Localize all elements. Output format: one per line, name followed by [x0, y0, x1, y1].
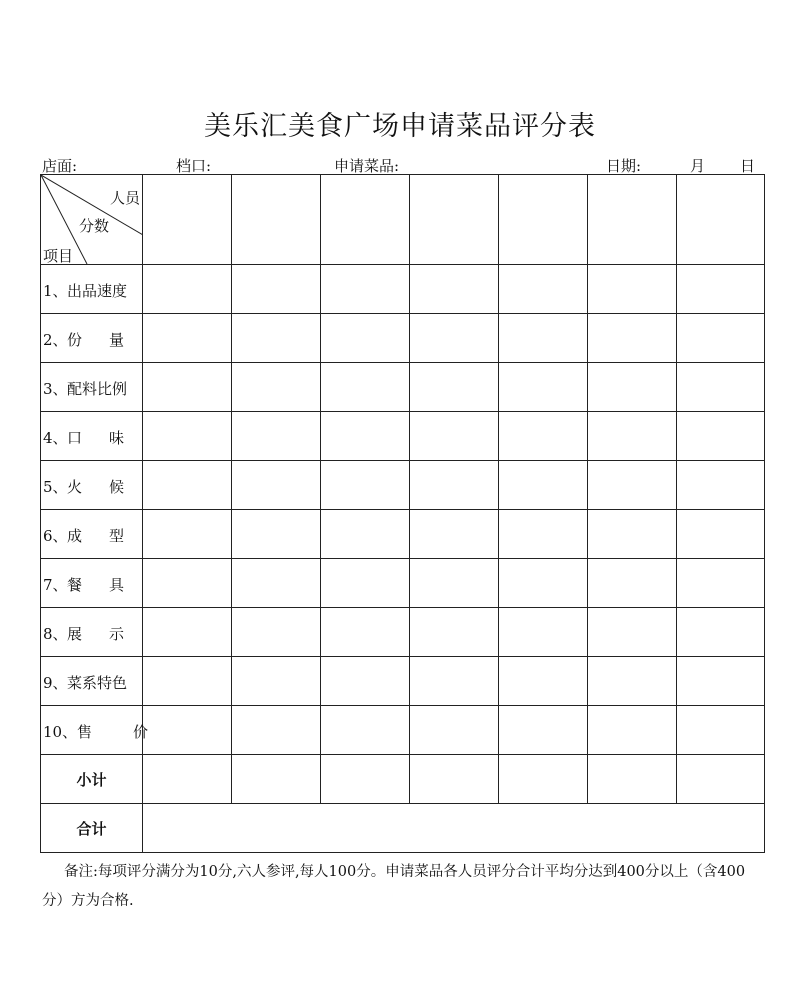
score-cell[interactable]	[143, 461, 232, 510]
judge-column-7[interactable]	[677, 175, 765, 265]
score-cell[interactable]	[232, 265, 321, 314]
corner-item-label: 项目	[43, 247, 74, 265]
diagonal-header-cell	[41, 175, 143, 265]
item-name: 菜系特色	[67, 674, 128, 692]
judge-column-4[interactable]	[410, 175, 499, 265]
judge-column-3[interactable]	[321, 175, 410, 265]
score-cell[interactable]	[499, 559, 588, 608]
score-cell[interactable]	[232, 657, 321, 706]
item-label	[41, 706, 149, 755]
score-cell[interactable]	[588, 412, 677, 461]
score-cell[interactable]	[321, 608, 410, 657]
item-name-part: 份	[67, 331, 83, 349]
item-name-part: 成	[67, 527, 83, 545]
score-cell[interactable]	[321, 265, 410, 314]
score-cell[interactable]	[321, 510, 410, 559]
corner-person-label: 人员	[109, 189, 140, 207]
score-cell[interactable]	[410, 657, 499, 706]
score-cell[interactable]	[410, 559, 499, 608]
item-name-part: 具	[109, 576, 125, 594]
item-name: 配料比例	[67, 380, 128, 398]
footnote: 备注:每项评分满分为10分,六人参评,每人100分。申请菜品各人员评分合计平均分达到400分以上（含400分）方为合格.	[42, 864, 746, 909]
judge-column-2[interactable]	[232, 175, 321, 265]
item-name-part: 价	[133, 723, 149, 741]
score-cell[interactable]	[143, 314, 232, 363]
item-number: 1、	[43, 282, 68, 300]
score-cell[interactable]	[232, 510, 321, 559]
score-cell[interactable]	[499, 706, 588, 755]
judge-column-1[interactable]	[143, 175, 232, 265]
subtotal-cell[interactable]	[232, 755, 321, 804]
item-row-2	[41, 314, 765, 363]
item-label	[41, 265, 143, 314]
item-name-part: 展	[67, 625, 83, 643]
subtotal-cell[interactable]	[677, 755, 765, 804]
score-cell[interactable]	[321, 412, 410, 461]
subtotal-cell[interactable]	[410, 755, 499, 804]
score-cell[interactable]	[321, 363, 410, 412]
score-cell[interactable]	[232, 363, 321, 412]
score-cell[interactable]	[588, 363, 677, 412]
score-cell[interactable]	[321, 706, 410, 755]
score-cell[interactable]	[677, 706, 765, 755]
dish-label: 申请菜品:	[334, 157, 400, 175]
score-cell[interactable]	[143, 608, 232, 657]
score-cell[interactable]	[410, 412, 499, 461]
item-label	[41, 559, 143, 608]
score-cell[interactable]	[232, 706, 321, 755]
score-table	[40, 174, 765, 853]
item-name-part: 量	[109, 331, 125, 349]
item-number: 3、	[43, 380, 68, 398]
date-label: 日期:	[606, 157, 642, 175]
score-cell[interactable]	[232, 461, 321, 510]
score-cell[interactable]	[232, 412, 321, 461]
score-cell[interactable]	[410, 706, 499, 755]
score-cell[interactable]	[499, 363, 588, 412]
score-cell[interactable]	[588, 265, 677, 314]
score-cell[interactable]	[588, 461, 677, 510]
item-name-part: 售	[77, 723, 93, 741]
subtotal-label: 小计	[41, 755, 143, 804]
subtotal-cell[interactable]	[321, 755, 410, 804]
score-cell[interactable]	[410, 363, 499, 412]
score-cell[interactable]	[143, 559, 232, 608]
score-cell[interactable]	[677, 657, 765, 706]
item-row-3	[41, 363, 765, 412]
score-cell[interactable]	[410, 461, 499, 510]
total-cell[interactable]	[143, 804, 765, 853]
score-cell[interactable]	[410, 510, 499, 559]
score-cell[interactable]	[499, 657, 588, 706]
item-label	[41, 510, 143, 559]
score-cell[interactable]	[588, 314, 677, 363]
item-label	[41, 314, 143, 363]
score-cell[interactable]	[588, 608, 677, 657]
score-cell[interactable]	[677, 461, 765, 510]
score-cell[interactable]	[499, 510, 588, 559]
item-row-9	[41, 657, 765, 706]
score-cell[interactable]	[677, 265, 765, 314]
item-name-part: 味	[109, 429, 125, 447]
item-row-10	[41, 706, 765, 755]
subtotal-row	[41, 755, 765, 804]
score-cell[interactable]	[588, 657, 677, 706]
item-label	[41, 608, 143, 657]
score-cell[interactable]	[499, 412, 588, 461]
item-row-6	[41, 510, 765, 559]
score-cell[interactable]	[677, 608, 765, 657]
item-row-1	[41, 265, 765, 314]
score-cell[interactable]	[143, 363, 232, 412]
score-cell[interactable]	[232, 608, 321, 657]
header-row	[41, 175, 765, 265]
judge-column-5[interactable]	[499, 175, 588, 265]
subtotal-cell[interactable]	[588, 755, 677, 804]
item-name: 出品速度	[67, 282, 128, 300]
item-label	[41, 412, 143, 461]
score-cell[interactable]	[321, 657, 410, 706]
score-cell[interactable]	[410, 608, 499, 657]
item-name-part: 口	[67, 429, 83, 447]
item-number: 7、	[43, 576, 68, 594]
score-cell[interactable]	[677, 412, 765, 461]
score-cell[interactable]	[677, 363, 765, 412]
score-cell[interactable]	[588, 706, 677, 755]
score-cell[interactable]	[410, 265, 499, 314]
item-number: 10、	[43, 723, 78, 741]
score-cell[interactable]	[232, 314, 321, 363]
score-cell[interactable]	[321, 461, 410, 510]
score-cell[interactable]	[143, 412, 232, 461]
item-name-part: 候	[109, 478, 125, 496]
stall-label: 档口:	[176, 157, 212, 175]
score-cell[interactable]	[143, 510, 232, 559]
total-row	[41, 804, 765, 853]
score-cell[interactable]	[321, 314, 410, 363]
item-number: 2、	[43, 331, 68, 349]
item-label	[41, 461, 143, 510]
item-name-part: 火	[67, 478, 83, 496]
score-cell[interactable]	[677, 510, 765, 559]
subtotal-cell[interactable]	[143, 755, 232, 804]
score-cell[interactable]	[143, 265, 232, 314]
subtotal-cell[interactable]	[499, 755, 588, 804]
item-name-part: 型	[109, 527, 125, 545]
score-cell[interactable]	[321, 559, 410, 608]
score-cell[interactable]	[677, 314, 765, 363]
score-cell[interactable]	[410, 314, 499, 363]
item-number: 4、	[43, 429, 68, 447]
item-name-part: 餐	[67, 576, 83, 594]
score-cell[interactable]	[588, 510, 677, 559]
score-cell[interactable]	[499, 461, 588, 510]
item-name-part: 示	[109, 625, 125, 643]
total-label: 合计	[41, 804, 143, 853]
judge-column-6[interactable]	[588, 175, 677, 265]
item-row-4	[41, 412, 765, 461]
corner-score-label: 分数	[79, 217, 110, 235]
score-cell[interactable]	[232, 559, 321, 608]
score-cell[interactable]	[499, 608, 588, 657]
score-cell[interactable]	[677, 559, 765, 608]
item-label	[41, 363, 143, 412]
score-cell[interactable]	[143, 706, 232, 755]
score-cell[interactable]	[499, 265, 588, 314]
form-title: 美乐汇美食广场申请菜品评分表	[204, 111, 596, 142]
score-cell[interactable]	[143, 657, 232, 706]
item-number: 6、	[43, 527, 68, 545]
store-label: 店面:	[42, 157, 78, 175]
item-number: 9、	[43, 674, 68, 692]
item-number: 8、	[43, 625, 68, 643]
score-cell[interactable]	[499, 314, 588, 363]
item-row-7	[41, 559, 765, 608]
item-label	[41, 657, 143, 706]
item-row-8	[41, 608, 765, 657]
score-cell[interactable]	[588, 559, 677, 608]
item-row-5	[41, 461, 765, 510]
month-label: 月	[690, 157, 706, 175]
day-label: 日	[740, 157, 756, 175]
item-number: 5、	[43, 478, 68, 496]
